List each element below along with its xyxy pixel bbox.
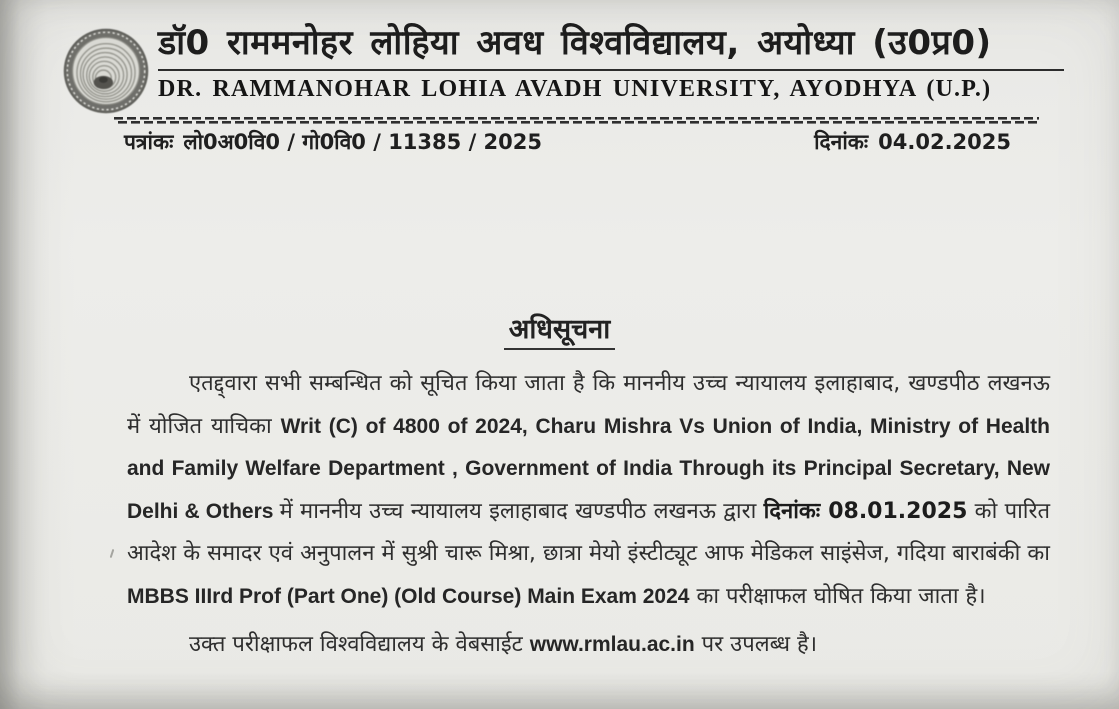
notice-body	[127, 363, 1050, 666]
para1-hindi-intro: एतद्द्वारा सभी सम्बन्धित को सूचित किया जाता है कि माननीय उच्च न्यायालय इलाहाबाद, खण्डपीठ लखनऊ में योजित याचिका	[127, 371, 1050, 439]
notice-paragraph-2	[127, 624, 1050, 667]
letter-date	[814, 128, 1011, 156]
para1-order-date: दिनांकः 08.01.2025	[763, 498, 968, 524]
university-name-hindi: डॉ0 राममनोहर लोहिया अवध विश्वविद्यालय, अयोध्या (उ0प्र0)	[158, 18, 1064, 71]
notice-paragraph-1	[127, 363, 1050, 619]
para1-exam-name: MBBS IIIrd Prof (Part One) (Old Course) Main Exam 2024	[127, 584, 690, 608]
university-name-english: DR. RAMMANOHAR LOHIA AVADH UNIVERSITY, AYODHYA (U.P.)	[158, 76, 992, 102]
para2-hindi-intro: उक्त परीक्षाफल विश्वविद्यालय के वेबसाईट	[189, 631, 530, 657]
scan-artifact	[110, 549, 115, 558]
dashed-separator	[114, 117, 1039, 124]
letter-number	[124, 128, 542, 156]
notice-heading-text: अधिसूचना	[504, 314, 616, 350]
notice-heading	[0, 309, 1119, 346]
para1-hindi-mid2: को पारित आदेश के समादर एवं अनुपालन में सुश्री चारू मिश्रा, छात्रा मेयो इंस्टीट्यूट आफ मेडिकल साइंसेज, गदिया बाराबंकी का	[127, 498, 1051, 567]
letter-date-label: दिनांकः	[814, 130, 869, 154]
university-seal-icon	[62, 24, 150, 118]
reference-row	[0, 128, 1119, 156]
para1-hindi-mid1: में माननीय उच्च न्यायालय इलाहाबाद खण्डपीठ लखनऊ द्वारा	[279, 498, 764, 524]
para2-hindi-end: पर उपलब्ध है।	[694, 631, 818, 657]
para1-hindi-end: का परीक्षाफल घोषित किया जाता है।	[689, 583, 986, 609]
para1-case-title: Writ (C) of 4800 of 2024, Charu Mishra Vs Union of India, Ministry of Health and Family Welfare Department , Government of India Through its Principal Secretary, New Delhi & Others	[127, 414, 1050, 523]
letter-number-value: लो0अ0वि0 / गो0वि0 / 11385 / 2025	[183, 130, 542, 154]
letter-number-label: पत्रांकः	[124, 130, 174, 154]
masthead	[158, 18, 1064, 103]
letter-date-value: 04.02.2025	[878, 130, 1011, 154]
website-url: www.rmlau.ac.in	[529, 632, 695, 656]
